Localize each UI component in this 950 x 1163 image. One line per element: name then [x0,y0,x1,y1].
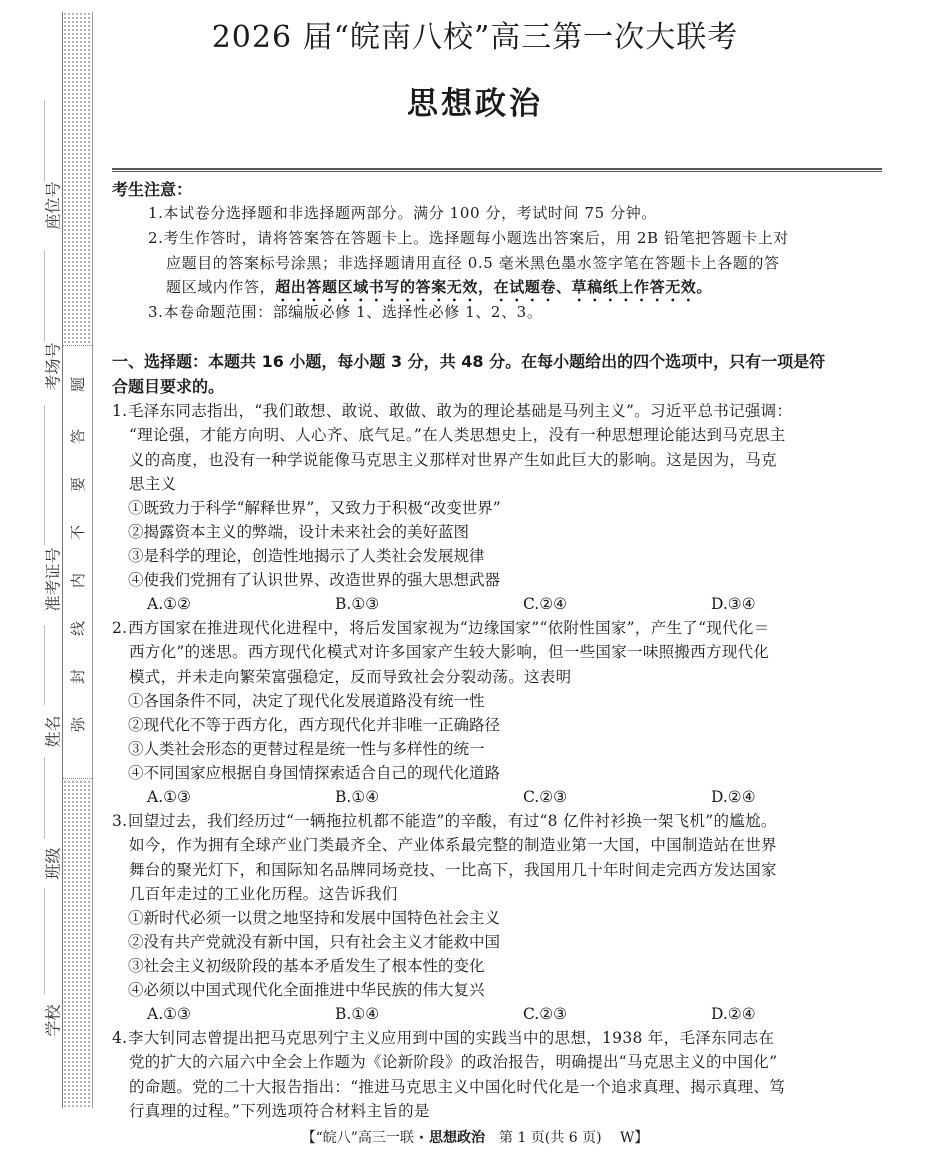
question-1-option-2: ②揭露资本主义的弊端，设计未来社会的美好蓝图 [128,523,470,541]
question-2-option-3: ③人类社会形态的更替过程是统一性与多样性的统一 [128,740,485,758]
question-3-option-4: ④必须以中国式现代化全面推进中华民族的伟大复兴 [128,981,485,999]
name-label: 姓名 [43,715,63,748]
footer-subject: 思想政治 [429,1130,485,1146]
class-line[interactable] [44,757,45,839]
seal-char: 答 [69,429,87,445]
notice-item-3: 3.本卷命题范围：部编版必修 1、选择性必修 1、2、3。 [148,303,543,321]
choice-a[interactable]: A.①② [147,595,191,613]
stem-line: “理论强，才能方向明、人心齐、底气足。”在人类思想史上，没有一种思想理论能达到马克思主 [129,426,786,445]
seal-char: 封 [69,669,87,685]
stem-line: 如今，作为拥有全球产业门类最齐全、产业体系最完整的制造业第一大国，中国制造站在世界 [129,836,777,855]
notice-item-2-line2: 应题目的答案标号涂黑；非选择题请用直径 0.5 毫米黑色墨水签字笔在答题卡上各题的答 [166,253,780,272]
question-3-option-2: ②没有共产党就没有新中国，只有社会主义才能救中国 [128,933,501,951]
question-4-stem [112,1026,886,1123]
stem-line: 毛泽东同志指出，“我们敢想、敢说、敢做、敢为的理论基础是马列主义”。习近平总书记强调： [128,402,793,420]
seal-char: 要 [69,477,87,493]
footer-page-number: 第 1 页(共 6 页) W】 [485,1130,649,1146]
school-line[interactable] [44,888,45,994]
stem-line: 义的高度，也没有一种学说能像马克思主义那样对世界产生如此巨大的影响。这是因为，马克 [129,450,777,469]
notice-item-2-line1: 2.考生作答时，请将答案答在答题卡上。选择题每小题选出答案后，用 2B 铅笔把答题卡上对 [148,229,789,247]
stem-line: 李大钊同志曾提出把马克思列宁主义应用到中国的实践当中的思想，1938 年，毛泽东同志在 [128,1029,775,1047]
stem-line: 模式，并未走向繁荣富强稳定，反而导致社会分裂动荡。这表明 [129,667,572,686]
seal-line-box [63,345,92,779]
choice-b[interactable]: B.①④ [335,1005,380,1023]
question-1-option-1: ①既致力于科学“解释世界”，又致力于积极“改变世界” [128,499,501,517]
choice-b[interactable]: B.①③ [335,595,380,613]
question-2-option-2: ②现代化不等于西方化，西方现代化并非唯一正确路径 [128,716,501,734]
admission-number-label: 准考证号 [43,547,63,612]
question-2-stem [112,616,886,689]
choice-d[interactable]: D.③④ [711,595,756,613]
footer-dot: · [413,1130,429,1146]
footer-exam-name: 【“皖八”高三一联 [301,1130,414,1146]
stem-line: 几百年走过的工业化历程。这告诉我们 [129,884,398,903]
question-2-option-1: ①各国条件不同，决定了现代化发展道路没有统一性 [128,692,485,710]
stem-line: 行真理的过程。”下列选项符合材料主旨的是 [129,1101,430,1120]
section-heading [112,350,886,399]
question-3-stem [112,809,886,906]
seal-char: 线 [69,621,87,637]
notice-plain-text: 题区域内作答， [166,278,276,296]
exam-room-label: 考场号 [43,342,63,391]
seat-number-label: 座位号 [43,181,63,230]
question-number: 1. [112,402,128,420]
question-number: 3. [112,812,128,830]
choice-c[interactable]: C.②③ [523,1005,568,1023]
subject-title: 思想政治 [407,86,543,122]
header-divider [112,168,882,172]
stem-line: 西方化”的迷思。西方现代化模式对许多国家产生较大影响，但一些国家一味照搬西方现代化 [129,643,770,662]
stem-line: 思主义 [129,474,177,493]
choice-b[interactable]: B.①④ [335,788,380,806]
seal-char: 弥 [69,717,87,733]
question-3-option-1: ①新时代必须一以贯之地坚持和发展中国特色社会主义 [128,909,501,927]
notice-item-1: 1.本试卷分选择题和非选择题两部分。满分 100 分，考试时间 75 分钟。 [148,204,657,222]
stem-line: 西方国家在推进现代化进程中，将后发国家视为“边缘国家”“依附性国家”，产生了“现代化＝ [128,619,770,637]
choice-a[interactable]: A.①③ [147,788,191,806]
notice-item-2 [148,226,884,305]
notice-heading: 考生注意： [112,180,193,199]
class-label: 班级 [43,847,63,880]
admission-number-line[interactable] [44,405,45,545]
question-1-option-3: ③是科学的理论，创造性地揭示了人类社会发展规律 [128,547,485,565]
choice-c[interactable]: C.②④ [523,595,568,613]
exam-title: 2026 届“皖南八校”高三第一次大联考 [211,20,739,55]
stem-line: 舞台的聚光灯下，和国际知名品牌同场竞技、一比高下，我国用几十年时间走完西方发达国家 [129,860,777,879]
question-3-option-3: ③社会主义初级阶段的基本矛盾发生了根本性的变化 [128,957,485,975]
seal-char: 不 [69,525,87,541]
name-line[interactable] [44,625,45,705]
stem-line: 回望过去，我们经历过“一辆拖拉机都不能造”的辛酸，有过“8 亿件衬衫换一架飞机”的尴尬。 [128,812,777,830]
question-2-option-4: ④不同国家应根据自身国情探索适合自己的现代化道路 [128,764,501,782]
choice-d[interactable]: D.②④ [711,788,756,806]
notice-emphasis-text: 超出答题区域书写的答案无效，在试题卷、草稿纸上作答无效。 [275,278,713,296]
choice-d[interactable]: D.②④ [711,1005,756,1023]
exam-room-line[interactable] [44,250,45,342]
section-heading-line1: 一、选择题：本题共 16 小题，每小题 3 分，共 48 分。在每小题给出的四个选项中，只有一项是符 [112,352,826,371]
seal-char: 题 [69,377,87,393]
choice-a[interactable]: A.①③ [147,1005,191,1023]
stem-line: 党的扩大的六届六中全会上作题为《论新阶段》的政治报告，明确提出“马克思主义的中国化” [129,1053,778,1072]
page-footer [0,1127,950,1147]
question-1-stem [112,399,886,496]
question-number: 2. [112,619,128,637]
question-1-option-4: ④使我们党拥有了认识世界、改造世界的强大思想武器 [128,571,501,589]
choice-c[interactable]: C.②③ [523,788,568,806]
section-heading-line2: 合题目要求的。 [112,376,225,396]
school-label: 学校 [43,1004,63,1037]
stem-line: 的命题。党的二十大报告指出：“推进马克思主义中国化时代化是一个追求真理、揭示真理、笃 [129,1077,786,1096]
seal-char: 内 [69,573,87,589]
question-number: 4. [112,1029,128,1047]
